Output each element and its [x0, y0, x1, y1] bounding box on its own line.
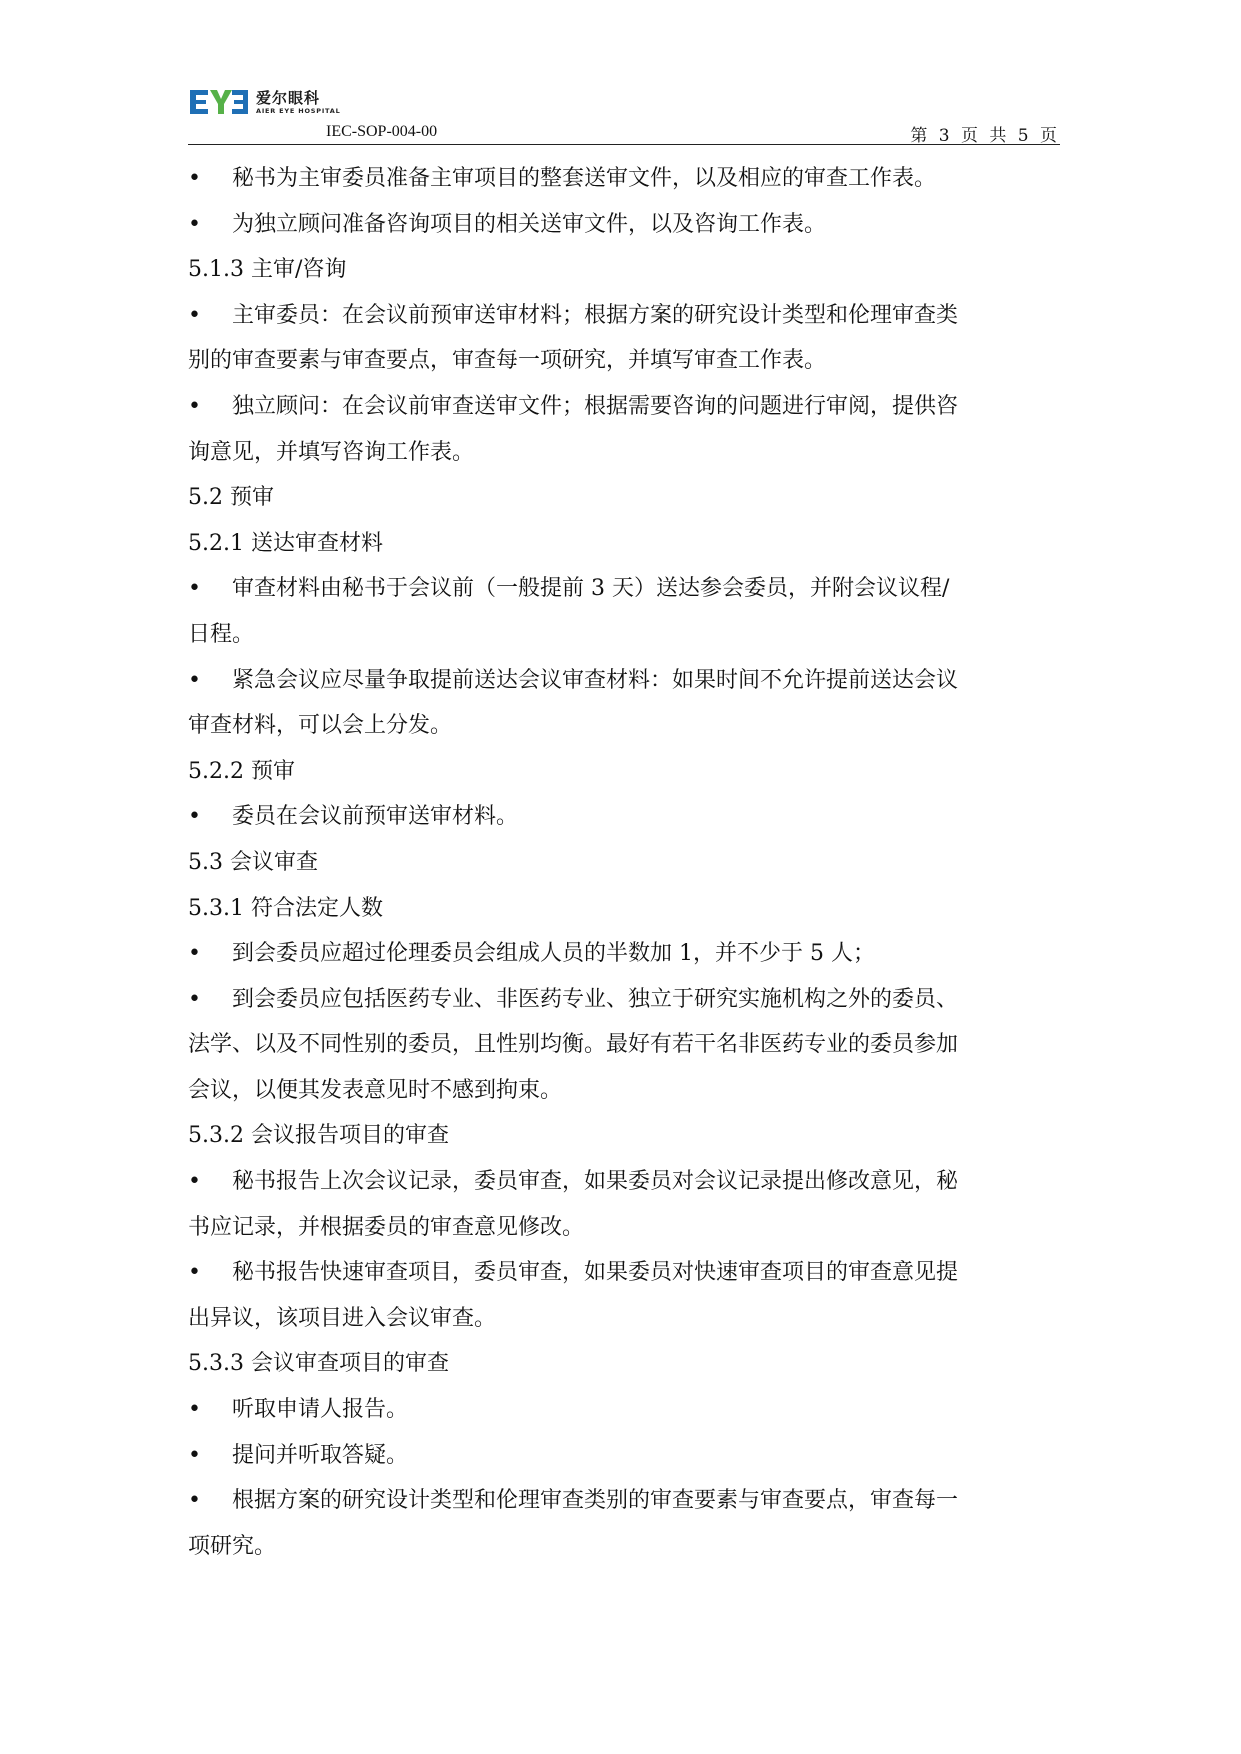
bullet-continuation: 法学、以及不同性别的委员，且性别均衡。最好有若干名非医药专业的委员参加 — [188, 1032, 959, 1058]
page-header — [188, 80, 1060, 145]
bullet-item — [188, 794, 1060, 840]
bullet-item — [188, 202, 1060, 248]
bullet-item — [188, 977, 1060, 1023]
section-heading-5-2: 5.2 预审 — [188, 485, 274, 511]
section-heading-5-3-1: 5.3.1 符合法定人数 — [188, 895, 383, 921]
bullet-icon: • — [188, 1397, 201, 1423]
bullet-icon: • — [188, 667, 201, 693]
bullet-icon: • — [188, 576, 201, 602]
bullet-icon: • — [188, 393, 201, 419]
bullet-item — [188, 293, 1060, 339]
bullet-icon: • — [188, 1169, 201, 1195]
logo-chinese-name: 爱尔眼科 — [256, 89, 321, 107]
bullet-icon: • — [188, 1442, 201, 1468]
bullet-item — [188, 1478, 1060, 1524]
bullet-text: 到会委员应包括医药专业、非医药专业、独立于研究实施机构之外的委员、 — [232, 986, 959, 1012]
bullet-icon: • — [188, 302, 201, 328]
bullet-icon: • — [188, 986, 201, 1012]
bullet-item — [188, 658, 1060, 704]
bullet-continuation: 询意见，并填写咨询工作表。 — [188, 439, 475, 465]
document-body — [188, 156, 1060, 1569]
bullet-text: 秘书报告快速审查项目，委员审查，如果委员对快速审查项目的审查意见提 — [232, 1260, 959, 1286]
bullet-icon: • — [188, 1260, 201, 1286]
bullet-continuation: 别的审查要素与审查要点，审查每一项研究，并填写审查工作表。 — [188, 348, 827, 374]
bullet-continuation: 审查材料，可以会上分发。 — [188, 713, 453, 739]
bullet-item — [188, 931, 1060, 977]
document-code: IEC-SOP-004-00 — [326, 123, 438, 140]
section-heading-5-1-3: 5.1.3 主审/咨询 — [188, 257, 347, 283]
bullet-icon: • — [188, 804, 201, 830]
section-heading-5-2-1: 5.2.1 送达审查材料 — [188, 530, 383, 556]
bullet-text: 委员在会议前预审送审材料。 — [232, 804, 519, 830]
bullet-item — [188, 1159, 1060, 1205]
section-heading-5-3-2: 5.3.2 会议报告项目的审查 — [188, 1123, 449, 1149]
section-heading-5-3: 5.3 会议审查 — [188, 849, 318, 875]
bullet-item — [188, 1433, 1060, 1479]
bullet-text: 提问并听取答疑。 — [232, 1442, 409, 1468]
bullet-item — [188, 1387, 1060, 1433]
bullet-text: 秘书报告上次会议记录，委员审查，如果委员对会议记录提出修改意见，秘 — [232, 1169, 959, 1195]
bullet-text: 主审委员：在会议前预审送审材料；根据方案的研究设计类型和伦理审查类 — [232, 302, 959, 328]
bullet-continuation: 会议，以便其发表意见时不感到拘束。 — [188, 1077, 563, 1103]
eye-logo-icon — [188, 88, 250, 116]
bullet-continuation: 出异议，该项目进入会议审查。 — [188, 1305, 497, 1331]
bullet-text: 紧急会议应尽量争取提前送达会议审查材料：如果时间不允许提前送达会议 — [232, 667, 959, 693]
bullet-text: 为独立顾问准备咨询项目的相关送审文件，以及咨询工作表。 — [232, 211, 827, 237]
bullet-text: 独立顾问：在会议前审查送审文件；根据需要咨询的问题进行审阅，提供咨 — [232, 393, 959, 419]
page-number: 第 3 页 共 5 页 — [910, 126, 1060, 146]
bullet-continuation: 日程。 — [188, 621, 255, 647]
bullet-item — [188, 1250, 1060, 1296]
bullet-text: 根据方案的研究设计类型和伦理审查类别的审查要素与审查要点，审查每一 — [232, 1488, 959, 1514]
bullet-text: 到会委员应超过伦理委员会组成人员的半数加 1，并不少于 5 人； — [232, 941, 875, 967]
bullet-continuation: 书应记录，并根据委员的审查意见修改。 — [188, 1214, 585, 1240]
bullet-text: 听取申请人报告。 — [232, 1397, 409, 1423]
bullet-continuation: 项研究。 — [188, 1533, 277, 1559]
section-heading-5-2-2: 5.2.2 预审 — [188, 758, 295, 784]
bullet-icon: • — [188, 1488, 201, 1514]
bullet-icon: • — [188, 211, 201, 237]
bullet-icon: • — [188, 941, 201, 967]
logo-english-name: AIER EYE HOSPITAL — [256, 107, 341, 115]
bullet-item — [188, 566, 1060, 612]
bullet-item — [188, 156, 1060, 202]
hospital-logo — [188, 80, 348, 120]
section-heading-5-3-3: 5.3.3 会议审查项目的审查 — [188, 1351, 449, 1377]
bullet-text: 审查材料由秘书于会议前（一般提前 3 天）送达参会委员，并附会议议程/ — [232, 576, 950, 602]
bullet-icon: • — [188, 166, 201, 191]
bullet-item — [188, 384, 1060, 430]
bullet-text: 秘书为主审委员准备主审项目的整套送审文件，以及相应的审查工作表。 — [232, 166, 937, 191]
